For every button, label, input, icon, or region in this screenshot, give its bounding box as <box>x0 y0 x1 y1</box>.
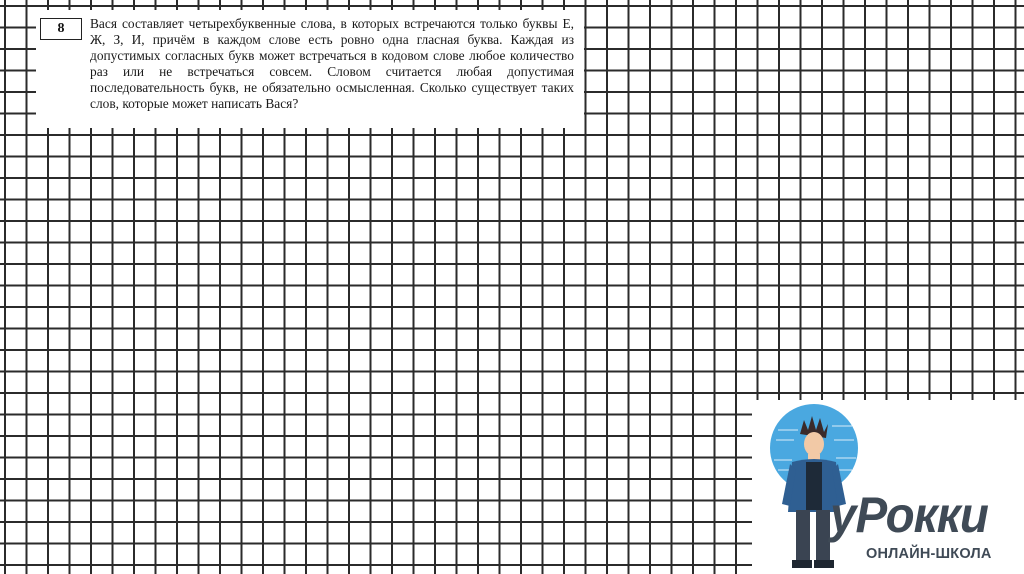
task-text: Вася составляет четырехбуквенные слова, в которых встречаются только буквы Е, Ж, З, И, причём в каждом слове есть ровно одна гласная буква. Каждая из допустимых согласных букв может встречаться в кодовом слове любое количество раз или не встречаться совсем. Словом считается любая допустимая последовательность букв, не обязательно осмысленная. Сколько существует таких слов, которые может написать Вася? <box>90 16 574 111</box>
brand-name: уРокки <box>830 487 988 543</box>
student-mascot-icon <box>752 400 872 572</box>
task-card <box>36 10 584 128</box>
brand-tagline: ОНЛАЙН-ШКОЛА <box>866 546 992 562</box>
brand-logo <box>752 400 1024 574</box>
task-number: 8 <box>40 18 82 40</box>
